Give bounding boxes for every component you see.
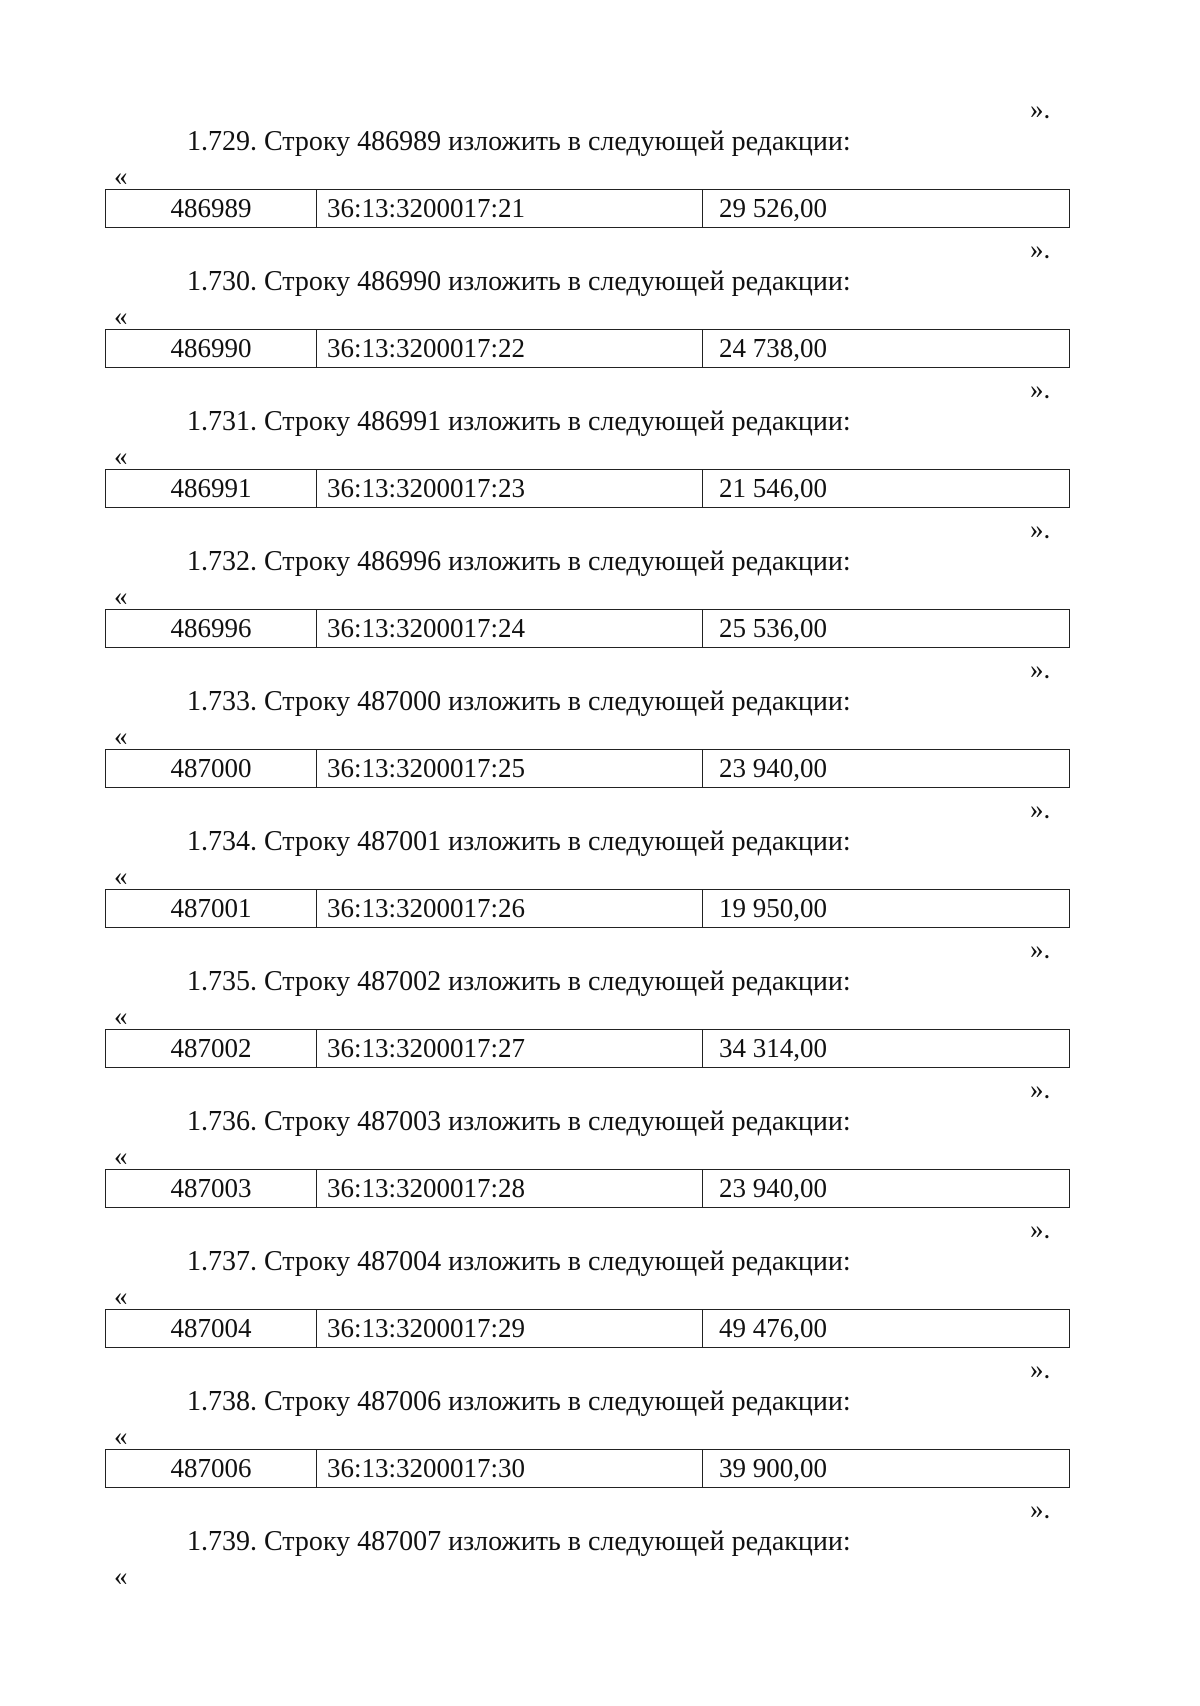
table-row xyxy=(105,189,1070,228)
amendment-heading: 1.738. Строку 487006 изложить в следующей редакции: xyxy=(187,1386,851,1417)
value-cell: 24 738,00 xyxy=(719,333,827,363)
closing-quote: ». xyxy=(1030,374,1051,404)
cadastral-number-cell: 36:13:3200017:29 xyxy=(317,1310,703,1347)
value-cell: 49 476,00 xyxy=(719,1313,827,1343)
row-number-cell: 487006 xyxy=(106,1450,317,1487)
row-number-cell: 487001 xyxy=(106,890,317,927)
amendment-heading: 1.737. Строку 487004 изложить в следующей редакции: xyxy=(187,1246,851,1277)
table-row xyxy=(105,1029,1070,1068)
cadastral-number-cell: 36:13:3200017:24 xyxy=(317,610,703,647)
row-number-cell: 487004 xyxy=(106,1310,317,1347)
row-number-cell: 486991 xyxy=(106,470,317,507)
opening-quote: « xyxy=(114,721,128,751)
amendment-heading: 1.733. Строку 487000 изложить в следующей редакции: xyxy=(187,686,851,717)
cadastral-number-cell: 36:13:3200017:30 xyxy=(317,1450,703,1487)
opening-quote: « xyxy=(114,1001,128,1031)
amendment-heading: 1.729. Строку 486989 изложить в следующей редакции: xyxy=(187,126,851,157)
opening-quote: « xyxy=(114,161,128,191)
opening-quote: « xyxy=(114,1421,128,1451)
cadastral-number-cell: 36:13:3200017:27 xyxy=(317,1030,703,1067)
table-row xyxy=(105,329,1070,368)
opening-quote: « xyxy=(114,1561,128,1591)
closing-quote: ». xyxy=(1030,514,1051,544)
value-cell: 39 900,00 xyxy=(719,1453,827,1483)
row-number-cell: 487000 xyxy=(106,750,317,787)
value-cell: 21 546,00 xyxy=(719,473,827,503)
value-cell: 23 940,00 xyxy=(719,1173,827,1203)
opening-quote: « xyxy=(114,861,128,891)
row-number-cell: 486996 xyxy=(106,610,317,647)
table-row xyxy=(105,749,1070,788)
cadastral-number-cell: 36:13:3200017:26 xyxy=(317,890,703,927)
closing-quote: ». xyxy=(1030,1354,1051,1384)
amendment-heading: 1.736. Строку 487003 изложить в следующей редакции: xyxy=(187,1106,851,1137)
row-number-cell: 487002 xyxy=(106,1030,317,1067)
closing-quote: ». xyxy=(1030,794,1051,824)
closing-quote: ». xyxy=(1030,1074,1051,1104)
value-cell: 34 314,00 xyxy=(719,1033,827,1063)
amendment-heading: 1.732. Строку 486996 изложить в следующей редакции: xyxy=(187,546,851,577)
value-cell: 23 940,00 xyxy=(719,753,827,783)
cadastral-number-cell: 36:13:3200017:21 xyxy=(317,190,703,227)
table-row xyxy=(105,889,1070,928)
table-row xyxy=(105,1449,1070,1488)
opening-quote: « xyxy=(114,581,128,611)
value-cell: 19 950,00 xyxy=(719,893,827,923)
value-cell: 25 536,00 xyxy=(719,613,827,643)
closing-quote: ». xyxy=(1030,234,1051,264)
cadastral-number-cell: 36:13:3200017:23 xyxy=(317,470,703,507)
row-number-cell: 486990 xyxy=(106,330,317,367)
row-number-cell: 486989 xyxy=(106,190,317,227)
table-row xyxy=(105,469,1070,508)
closing-quote: ». xyxy=(1030,1494,1051,1524)
closing-quote: ». xyxy=(1030,934,1051,964)
table-row xyxy=(105,609,1070,648)
amendment-heading: 1.735. Строку 487002 изложить в следующей редакции: xyxy=(187,966,851,997)
amendment-heading: 1.731. Строку 486991 изложить в следующей редакции: xyxy=(187,406,851,437)
opening-quote: « xyxy=(114,1281,128,1311)
closing-quote: ». xyxy=(1030,654,1051,684)
opening-quote: « xyxy=(114,1141,128,1171)
opening-quote: « xyxy=(114,301,128,331)
closing-quote: ». xyxy=(1030,94,1051,124)
cadastral-number-cell: 36:13:3200017:28 xyxy=(317,1170,703,1207)
closing-quote: ». xyxy=(1030,1214,1051,1244)
table-row xyxy=(105,1169,1070,1208)
row-number-cell: 487003 xyxy=(106,1170,317,1207)
cadastral-number-cell: 36:13:3200017:22 xyxy=(317,330,703,367)
opening-quote: « xyxy=(114,441,128,471)
amendment-heading: 1.734. Строку 487001 изложить в следующей редакции: xyxy=(187,826,851,857)
amendment-heading: 1.730. Строку 486990 изложить в следующей редакции: xyxy=(187,266,851,297)
table-row xyxy=(105,1309,1070,1348)
amendment-heading: 1.739. Строку 487007 изложить в следующей редакции: xyxy=(187,1526,851,1557)
value-cell: 29 526,00 xyxy=(719,193,827,223)
cadastral-number-cell: 36:13:3200017:25 xyxy=(317,750,703,787)
